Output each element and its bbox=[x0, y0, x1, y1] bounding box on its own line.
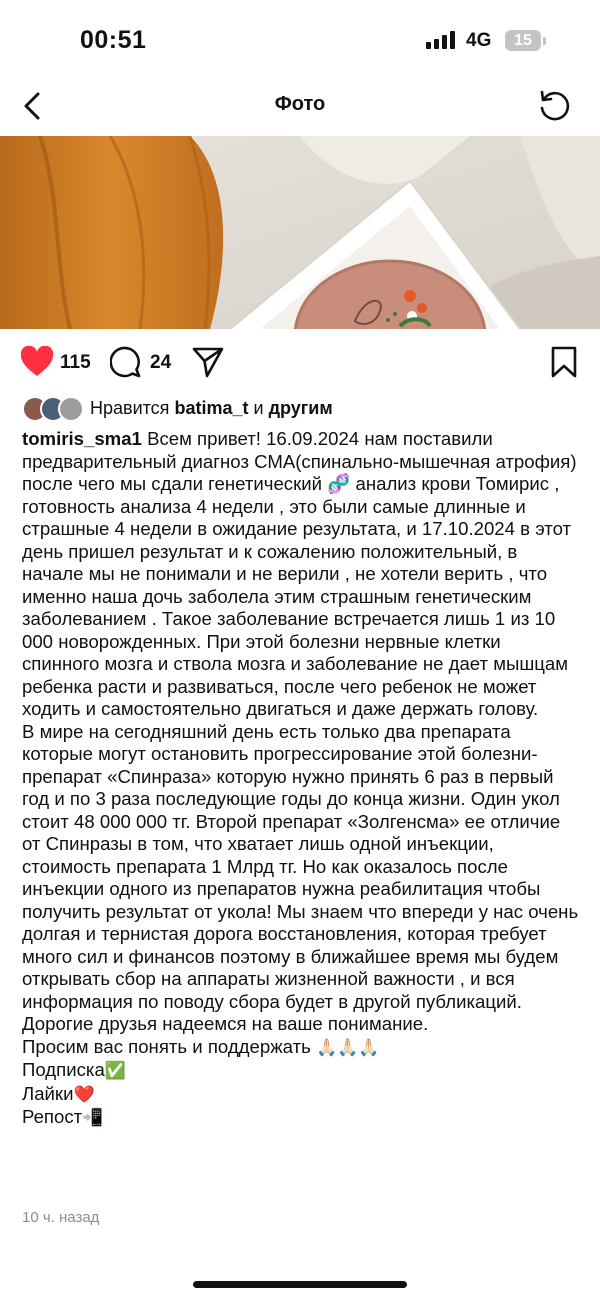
liked-by-prefix: Нравится bbox=[90, 398, 170, 418]
caption-friends-line: Дорогие друзья надеемся на ваше понимание. bbox=[22, 1013, 429, 1034]
post-username[interactable]: tomiris_sma1 bbox=[22, 428, 142, 449]
likes-count[interactable]: 115 bbox=[60, 352, 91, 373]
subscribe-text: Подписка bbox=[22, 1059, 105, 1080]
liked-by-user[interactable]: batima_t bbox=[174, 398, 249, 418]
page-title: Фото bbox=[274, 93, 326, 115]
caption-support-line bbox=[22, 1036, 582, 1060]
status-time: 00:51 bbox=[80, 26, 147, 54]
caption-text-1: Всем привет! 16.09.2024 нам поставили предварительный диагноз СМА(спинально-мышечная атрофия) после чего мы сдали генетический 🧬 анализ крови Томирис , готовность анализа 4 недели , это были самые длинные и страшные 4 недели в ожидание результата, и 17.10.2024 в этот день пришел результат и к сожалению положительный, в начале мы не понимали и не верили , не хотели верить , что именно наша дочь заболела этим страшным генетическим заболеванием . Такое заболевание встречается лишь 1 из 10 000 новорожденных. При этой болезни нервные клетки спинного мозга и ствола мозга и заболевание не дает мышцам ребенка расти и развиваться, после чего ребенок не может ходить и самостоятельно двигаться и даже держать голову. bbox=[22, 428, 577, 719]
caption-text-2: В мире на сегодняшний день есть только два препарата которые могут остановить прогрессирование этой болезни- препарат «Спинраза» которую нужно принять 6 раз в первый год и по 3 раза последующие годы до конца жизни. Один укол стоит 48 000 000 тг. Второй препарат «Золгенсма» ее отличие от Спинразы в том, что хватает лишь одной инъекции, стоимость препарата 1 Млрд тг. Но как оказалось после инъекции одного из препаратов нужна реабилитация чтобы получить результат от укола! Мы знаем что впереди у нас очень долгая и тернистая дорога восстановления, которая требует много сил и финансов поэтому в ближайшее время мы будем открывать сбор на аппараты жизненной важности , и вся информация по поводу сбора будет в другой публикаций. bbox=[22, 720, 579, 1012]
top-bar bbox=[0, 80, 600, 136]
phone-arrow-icon: 📲 bbox=[82, 1108, 104, 1128]
post-photo[interactable] bbox=[0, 136, 600, 329]
liked-by-row[interactable] bbox=[22, 396, 582, 422]
post-actions bbox=[0, 340, 600, 386]
support-text: Просим вас понять и поддержать bbox=[22, 1035, 311, 1057]
caption-repost-line bbox=[22, 1106, 582, 1130]
share-icon[interactable] bbox=[192, 346, 224, 378]
cellular-signal-icon bbox=[426, 31, 458, 49]
status-bar bbox=[0, 0, 600, 80]
red-heart-icon: ❤️ bbox=[73, 1084, 95, 1105]
post-caption bbox=[22, 428, 582, 1130]
photo-illustration bbox=[0, 136, 600, 329]
comments-count[interactable]: 24 bbox=[150, 352, 172, 373]
praying-hands-icon: 🙏🏻🙏🏻🙏🏻 bbox=[315, 1037, 380, 1058]
caption-likes-line bbox=[22, 1083, 582, 1107]
caption-subscribe-line bbox=[22, 1059, 582, 1083]
home-indicator[interactable] bbox=[193, 1281, 407, 1288]
heart-icon[interactable] bbox=[20, 346, 54, 378]
refresh-icon[interactable] bbox=[536, 88, 572, 124]
avatar bbox=[58, 396, 84, 422]
caption-paragraph bbox=[22, 428, 582, 721]
likes-text: Лайки bbox=[22, 1082, 74, 1104]
battery-tip bbox=[543, 37, 546, 45]
post-timestamp: 10 ч. назад bbox=[22, 1209, 100, 1226]
repost-text: Репост bbox=[22, 1106, 83, 1127]
bookmark-icon[interactable] bbox=[550, 346, 578, 378]
liked-by-text bbox=[90, 398, 333, 419]
check-mark-icon: ✅ bbox=[104, 1061, 126, 1081]
liked-by-conjunction: и bbox=[253, 398, 264, 418]
comment-icon[interactable] bbox=[110, 346, 142, 378]
network-type: 4G bbox=[466, 30, 492, 51]
battery-icon: 15 bbox=[505, 30, 541, 51]
liked-by-others[interactable]: другим bbox=[268, 398, 333, 418]
